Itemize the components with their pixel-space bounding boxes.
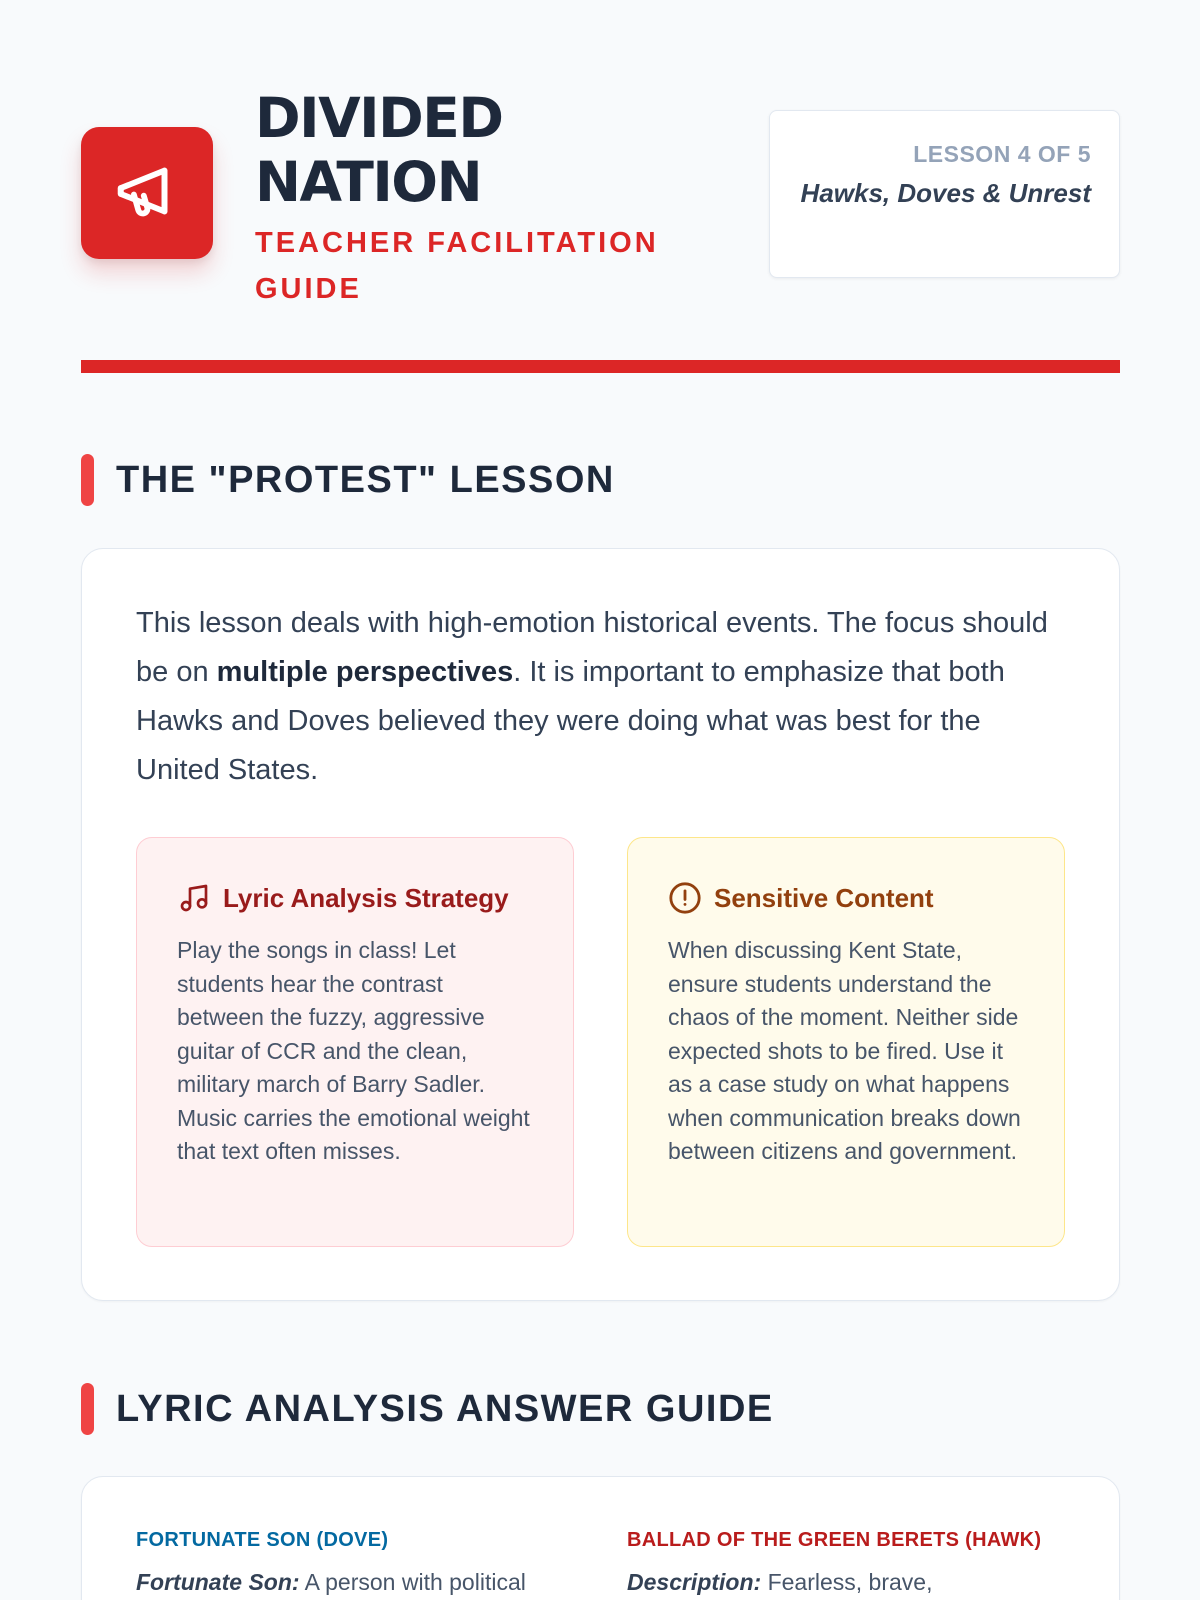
- answer-description: A person with political: [299, 1569, 526, 1595]
- answer-guide-card: [81, 1476, 1120, 1600]
- answer-description: Fearless, brave,: [761, 1569, 933, 1595]
- lyric-strategy-note: [136, 837, 574, 1247]
- lesson-name: Hawks, Doves & Unrest: [800, 178, 1091, 208]
- answer-term: Description:: [627, 1569, 762, 1595]
- section-heading-protest: [81, 454, 615, 506]
- intro-text-end: . It is important to emphasize that both Hawks and Doves believed they were doing what was best for the United States.: [136, 656, 1005, 786]
- logo: [81, 127, 213, 259]
- answer-column-dove: [136, 1529, 566, 1599]
- answer-text: [627, 1566, 1057, 1599]
- intro-text-start: This lesson deals with high-emotion historical events. The focus should be on: [136, 607, 1048, 688]
- answer-text: [136, 1566, 566, 1599]
- section-title: THE "PROTEST" LESSON: [116, 458, 615, 501]
- section-heading-answer-guide: [81, 1383, 774, 1435]
- intro-paragraph: [136, 599, 1066, 795]
- intro-emphasis: multiple perspectives: [216, 656, 514, 688]
- lesson-card: [769, 110, 1120, 278]
- megaphone-icon: [112, 156, 182, 231]
- protest-lesson-card: [81, 548, 1120, 1301]
- note-body: When discussing Kent State, ensure students understand the chaos of the moment. Neither side expected shots to be fired. Use it as a case study on what happens when communication breaks down between citizens and government.: [668, 937, 1021, 1164]
- header-divider: [81, 360, 1120, 373]
- note-title: Sensitive Content: [714, 882, 934, 913]
- answer-column-hawk: [627, 1529, 1057, 1599]
- page-title: DIVIDED NATION: [255, 86, 503, 214]
- title-block: [255, 86, 695, 312]
- music-note-icon: [177, 881, 211, 915]
- answer-heading: FORTUNATE SON (DOVE): [136, 1529, 389, 1551]
- note-title: Lyric Analysis Strategy: [223, 882, 509, 913]
- alert-circle-icon: [668, 881, 702, 915]
- section-title: LYRIC ANALYSIS ANSWER GUIDE: [116, 1387, 774, 1430]
- section-accent-bar: [81, 1383, 94, 1435]
- answer-heading: BALLAD OF THE GREEN BERETS (HAWK): [627, 1529, 1042, 1551]
- sensitive-content-note: [627, 837, 1065, 1247]
- page-subtitle: TEACHER FACILITATION GUIDE: [255, 227, 659, 305]
- answer-term: Fortunate Son:: [136, 1569, 300, 1595]
- page-header: [81, 86, 1120, 306]
- section-accent-bar: [81, 454, 94, 506]
- note-body: Play the songs in class! Let students hear the contrast between the fuzzy, aggressive guitar of CCR and the clean, military march of Barry Sadler. Music carries the emotional weight that text often misses.: [177, 937, 530, 1164]
- lesson-number: LESSON 4 OF 5: [913, 141, 1091, 167]
